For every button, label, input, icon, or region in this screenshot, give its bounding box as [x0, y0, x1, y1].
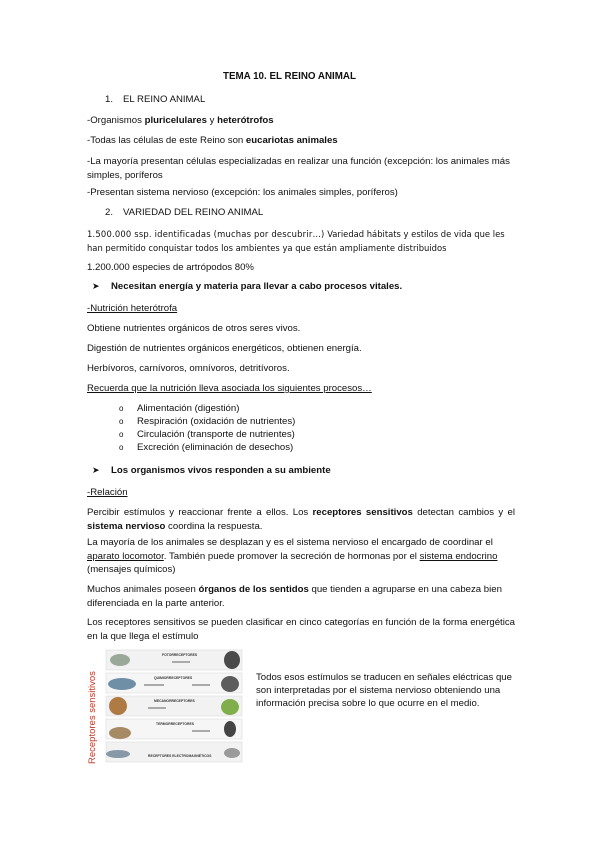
process-item: Respiración (oxidación de nutrientes) [137, 416, 296, 427]
circle-bullet-icon: o [119, 430, 124, 439]
receptor-categories-paragraph: Los receptores sensitivos se pueden clasificar en cinco categorías en función de la forma energética en la que llega el estímulo [87, 617, 515, 642]
stimuli-paragraph: Percibir estímulos y reaccionar frente a ellos. Los receptores sensitivos detectan cambios y el sistema nervioso coordina la respuesta. [87, 507, 515, 532]
process-item: Excreción (eliminación de desechos) [137, 442, 294, 453]
environment-point: Los organismos vivos responden a su ambiente [111, 465, 331, 476]
arrow-bullet-icon: ➤ [92, 281, 100, 291]
insect-icon [110, 654, 130, 666]
section-1-number: 1. [105, 94, 114, 105]
sensory-receptors-figure [84, 644, 245, 768]
process-item: Circulación (transporte de nutrientes) [137, 429, 295, 440]
arthropods-line: 1.200.000 especies de artrópodos 80% [87, 262, 254, 273]
process-item: Alimentación (digestión) [137, 403, 240, 414]
receptor-row-label: FOTORRECEPTORES [162, 653, 198, 657]
figure-side-label: Receptores sensitivos [87, 671, 98, 764]
arrow-bullet-icon: ➤ [92, 465, 100, 475]
nutrition-line-3: Herbívoros, carnívoros, omnívoros, detritívoros. [87, 363, 290, 374]
receptors-diagram [84, 644, 245, 768]
species-count-paragraph: 1.500.000 ssp. identificadas (muchas por descubrir…) Variedad hábitats y estilos de vida que les han permitido conquistar todos los ambientes ya que están ampliamente distribuidos [87, 229, 505, 253]
page-title: TEMA 10. EL REINO ANIMAL [223, 71, 356, 82]
nutrition-heading: -Nutrición heterótrofa [87, 303, 178, 314]
receptor-row-label: MECANORRECEPTORES [154, 699, 195, 703]
owl-icon [224, 651, 240, 669]
electrical-signals-paragraph: Todos esos estímulos se traducen en señales eléctricas que son interpretadas por el sistema nervioso obteniendo una información precisa sobre lo que ocurre en el medio. [256, 672, 512, 710]
circle-bullet-icon: o [119, 417, 124, 426]
section-1-heading: EL REINO ANIMAL [123, 94, 206, 105]
locomotion-paragraph: La mayoría de los animales se desplazan y es el sistema nervioso el encargado de coordinar el aparato locomotor. También puede promover la secreción de hormonas por el sistema endocrino (mensajes químicos) [87, 537, 498, 575]
nutrition-line-1: Obtiene nutrientes orgánicos de otros seres vivos. [87, 323, 301, 334]
receptor-row-label: TERMORRECEPTORES [156, 722, 194, 726]
relation-heading: -Relación [87, 487, 128, 498]
platypus-icon [224, 748, 240, 758]
sense-organs-paragraph: Muchos animales poseen órganos de los sentidos que tienden a agruparse en una cabeza bien diferenciada en la parte anterior. [87, 584, 502, 609]
fish-icon [106, 750, 130, 758]
mosquito-icon [224, 721, 236, 737]
snake-icon [109, 727, 131, 739]
nutrition-line-4: Recuerda que la nutrición lleva asociada los siguientes procesos… [87, 383, 372, 394]
organisms-line: -Organismos pluricelulares y heterótrofos [87, 115, 274, 126]
shark-icon [108, 678, 136, 690]
section-2-heading: VARIEDAD DEL REINO ANIMAL [123, 207, 264, 218]
circle-bullet-icon: o [119, 443, 124, 452]
receptor-row-label: QUIMIORRECEPTORES [154, 676, 193, 680]
cells-line: -Todas las células de este Reino son eucariotas animales [87, 135, 338, 146]
energy-point: Necesitan energía y materia para llevar a cabo procesos vitales. [111, 281, 403, 292]
frog-icon [221, 699, 239, 715]
section-2-number: 2. [105, 207, 114, 218]
mole-icon [221, 676, 239, 692]
circle-bullet-icon: o [119, 404, 124, 413]
nervous-system-line: -Presentan sistema nervioso (excepción: los animales simples, poríferos) [87, 187, 398, 198]
specialized-cells-line: -La mayoría presentan células especializadas en realizar una función (excepción: los animales más simples, poríferos [87, 156, 510, 181]
receptor-row-label: RECEPTORES ELECTROMAGNÉTICOS [148, 754, 212, 758]
bat-icon [109, 697, 127, 715]
nutrition-line-2: Digestión de nutrientes orgánicos energéticos, obtienen energía. [87, 343, 362, 354]
